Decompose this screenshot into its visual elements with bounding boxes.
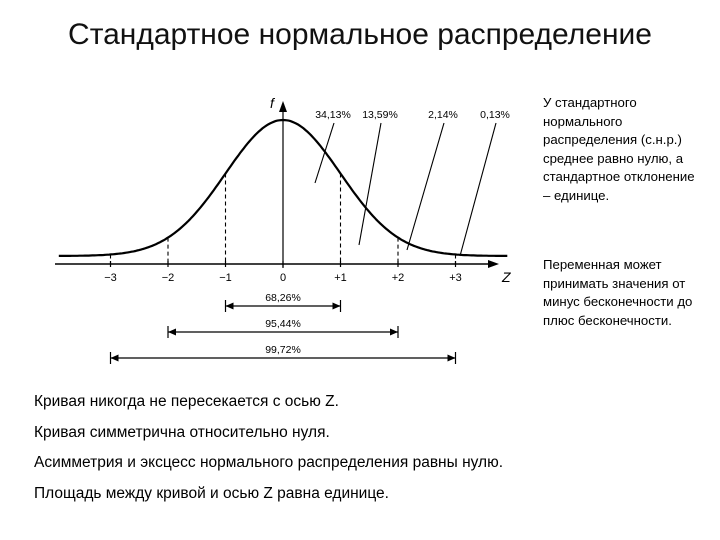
range-percent-label: 95,44%	[265, 318, 301, 330]
x-tick-label: +1	[334, 272, 347, 284]
x-tick-label: −1	[219, 272, 232, 284]
y-axis-arrow	[279, 101, 287, 112]
slide-title: Стандартное нормальное распределение	[68, 18, 652, 51]
statement-item: Площадь между кривой и осью Z равна единице.	[34, 484, 389, 502]
percent-callout-label: 0,13%	[480, 109, 510, 121]
percent-callout-label: 34,13%	[315, 109, 351, 121]
statement-item: Кривая симметрична относительно нуля.	[34, 423, 330, 441]
x-axis-arrow	[488, 260, 499, 268]
normal-distribution-figure	[50, 92, 512, 382]
x-tick-label: −3	[104, 272, 117, 284]
x-tick-label: +2	[391, 272, 405, 284]
range-arrow-right	[390, 329, 398, 336]
note-range: Переменная может принимать значения от минус бесконечности до плюс бесконечности.	[543, 257, 693, 328]
note-mean-sd: У стандартного нормального распределения (с.н.р.) среднее равно нулю, а стандартное отклонение – единице.	[543, 95, 695, 203]
x-tick-label: 0	[279, 272, 287, 284]
statements-list	[34, 393, 714, 515]
range-arrow-left	[111, 355, 119, 362]
y-axis-label: f	[270, 95, 274, 111]
percent-callout-line	[407, 123, 444, 250]
percent-callout-label: 13,59%	[362, 109, 398, 121]
statement-item: Кривая никогда не пересекается с осью Z.	[34, 393, 339, 410]
range-percent-label: 99,72%	[265, 344, 301, 356]
range-arrow-left	[226, 303, 234, 310]
x-tick-label: +3	[449, 272, 462, 284]
range-percent-label: 68,26%	[265, 292, 301, 304]
percent-callout-line	[359, 123, 381, 245]
range-arrow-right	[448, 355, 456, 362]
x-tick-label: −2	[161, 272, 175, 284]
x-axis-label: Z	[502, 269, 511, 285]
range-arrow-left	[168, 329, 176, 336]
statement-item: Асимметрия и эксцесс нормального распределения равны нулю.	[34, 454, 504, 471]
percent-callout-line	[315, 123, 334, 183]
percent-callout-line	[460, 123, 496, 256]
range-arrow-right	[333, 303, 341, 310]
percent-callout-label: 2,14%	[428, 109, 458, 121]
